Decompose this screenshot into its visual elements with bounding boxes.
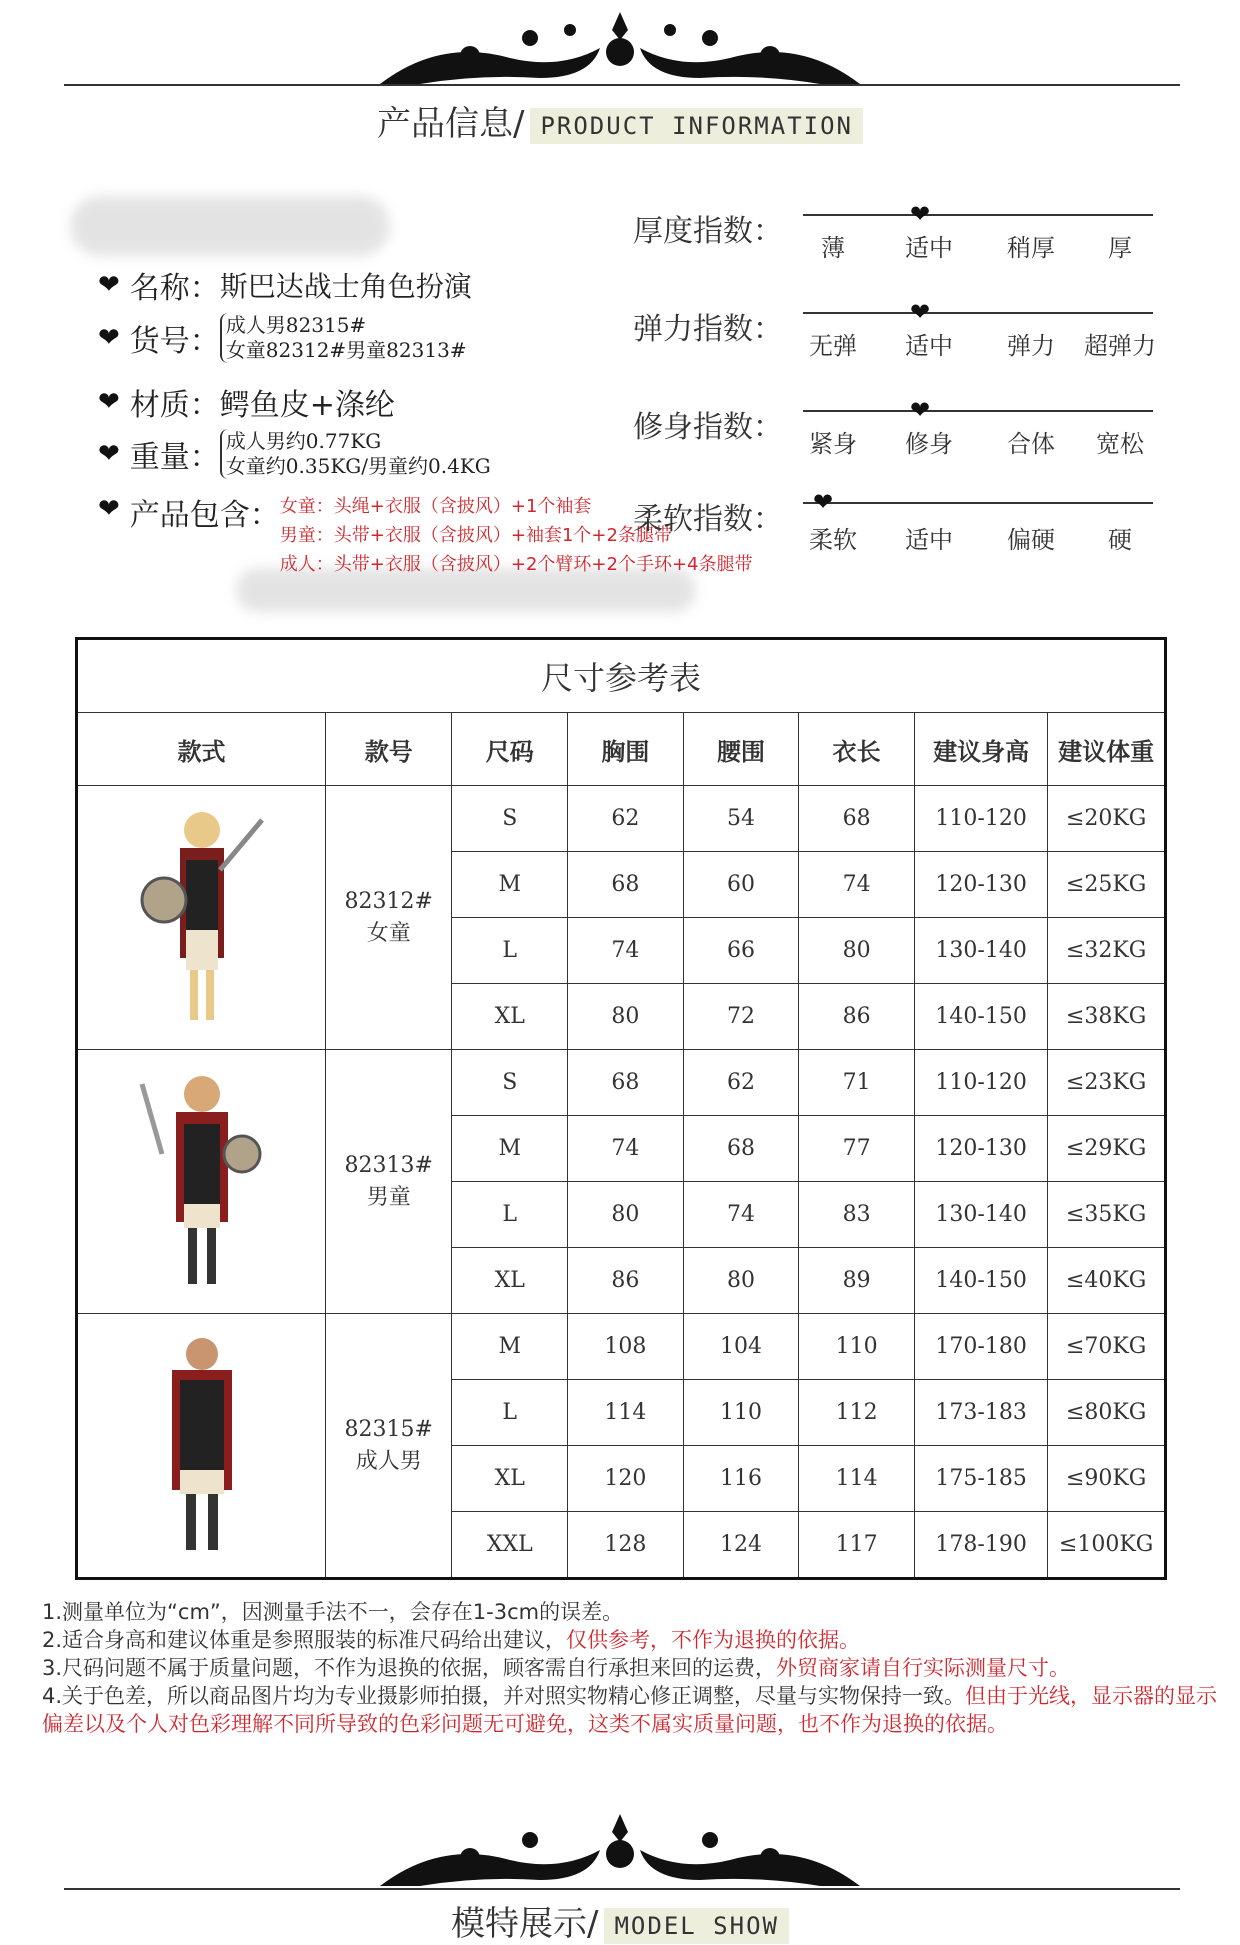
cell-height: 130-140 xyxy=(914,1182,1047,1248)
style-code-adult xyxy=(326,1314,452,1579)
cell-weight: ≤23KG xyxy=(1048,1050,1166,1116)
cell-length: 83 xyxy=(799,1182,915,1248)
product-image-adult xyxy=(77,1314,326,1579)
cell-waist: 116 xyxy=(683,1446,799,1512)
cell-height: 140-150 xyxy=(914,1248,1047,1314)
info-material: ❤ 材质 ： 鳄鱼皮+涤纶 xyxy=(98,380,395,424)
contents-line: 女童：头绳+衣服（含披风）+1个袖套 xyxy=(279,496,592,517)
note-item: 2.适合身高和建议体重是参照服装的标准尺码给出建议，仅供参考，不作为退换的依据。 xyxy=(42,1628,861,1652)
cell-weight: ≤32KG xyxy=(1048,918,1166,984)
cell-length: 110 xyxy=(799,1314,915,1380)
cell-waist: 110 xyxy=(683,1380,799,1446)
cell-chest: 120 xyxy=(568,1446,684,1512)
style-code-girl xyxy=(326,786,452,1050)
cell-height: 175-185 xyxy=(914,1446,1047,1512)
notes xyxy=(42,1598,1222,1738)
heart-icon: ❤ xyxy=(98,387,120,417)
index-option: 稍厚 xyxy=(1007,234,1055,262)
cell-weight: ≤20KG xyxy=(1048,786,1166,852)
section-title-product-info xyxy=(0,96,1240,145)
info-label: 名称 xyxy=(129,271,190,306)
table-row xyxy=(77,1314,1166,1380)
info-name: ❤ 名称 ： 斯巴达战士角色扮演 xyxy=(98,263,472,307)
product-image-girl xyxy=(77,786,326,1050)
cell-height: 110-120 xyxy=(914,786,1047,852)
cell-length: 71 xyxy=(799,1050,915,1116)
cell-weight: ≤90KG xyxy=(1048,1446,1166,1512)
cell-weight: ≤29KG xyxy=(1048,1116,1166,1182)
top-ornament xyxy=(360,8,880,86)
table-header: 尺码 xyxy=(452,713,568,786)
heart-marker-icon: ❤ xyxy=(813,488,834,516)
table-header: 衣长 xyxy=(799,713,915,786)
cell-chest: 74 xyxy=(568,1116,684,1182)
code-line: 女童82312#男童82313# xyxy=(225,338,467,362)
title-sep: / xyxy=(512,104,525,144)
cell-size: XL xyxy=(452,984,568,1050)
cell-waist: 80 xyxy=(683,1248,799,1314)
cell-length: 114 xyxy=(799,1446,915,1512)
style-type: 男童 xyxy=(366,1184,411,1210)
table-header-row xyxy=(77,713,1166,786)
table-caption: 尺寸参考表 xyxy=(77,639,1166,713)
cell-chest: 86 xyxy=(568,1248,684,1314)
title-cn: 产品信息 xyxy=(376,104,513,144)
product-image-boy xyxy=(77,1050,326,1314)
cell-waist: 104 xyxy=(683,1314,799,1380)
cell-waist: 68 xyxy=(683,1116,799,1182)
info-weight: ❤ 重量 ： 成人男约0.77KG 女童约0.35KG/男童约0.4KG xyxy=(98,429,491,478)
title-cn: 模特展示 xyxy=(451,1904,588,1944)
index-option: 适中 xyxy=(905,234,953,262)
index-option: 适中 xyxy=(905,526,953,554)
cell-length: 86 xyxy=(799,984,915,1050)
section-title-model-show xyxy=(0,1896,1240,1945)
style-code-boy xyxy=(326,1050,452,1314)
cell-weight: ≤80KG xyxy=(1048,1380,1166,1446)
cell-height: 173-183 xyxy=(914,1380,1047,1446)
index-label: 修身指数： xyxy=(633,410,783,445)
header-rule xyxy=(64,84,1180,86)
cell-waist: 66 xyxy=(683,918,799,984)
table-header: 建议身高 xyxy=(914,713,1047,786)
cell-chest: 80 xyxy=(568,984,684,1050)
cell-waist: 74 xyxy=(683,1182,799,1248)
cell-waist: 54 xyxy=(683,786,799,852)
index-line xyxy=(803,410,1153,412)
heart-marker-icon: ❤ xyxy=(910,200,931,228)
table-row xyxy=(77,786,1166,852)
index-option: 适中 xyxy=(905,332,953,360)
cell-length: 74 xyxy=(799,852,915,918)
cell-height: 130-140 xyxy=(914,918,1047,984)
cell-height: 140-150 xyxy=(914,984,1047,1050)
info-value: 鳄鱼皮+涤纶 xyxy=(219,388,395,423)
index-line xyxy=(803,312,1153,314)
cell-height: 120-130 xyxy=(914,852,1047,918)
cell-chest: 114 xyxy=(568,1380,684,1446)
info-label: 材质 xyxy=(129,388,190,423)
cell-weight: ≤25KG xyxy=(1048,852,1166,918)
size-table xyxy=(75,637,1167,1580)
cell-height: 110-120 xyxy=(914,1050,1047,1116)
cell-size: XL xyxy=(452,1446,568,1512)
heart-icon: ❤ xyxy=(98,494,120,524)
blurred-logo xyxy=(70,196,390,256)
index-option: 修身 xyxy=(905,430,953,458)
index-option: 弹力 xyxy=(1007,332,1055,360)
title-sep: / xyxy=(587,1904,599,1944)
cell-waist: 62 xyxy=(683,1050,799,1116)
table-header: 建议体重 xyxy=(1048,713,1166,786)
cell-chest: 80 xyxy=(568,1182,684,1248)
cell-chest: 68 xyxy=(568,1050,684,1116)
cell-chest: 68 xyxy=(568,852,684,918)
cell-length: 77 xyxy=(799,1116,915,1182)
table-row xyxy=(77,1050,1166,1116)
heart-marker-icon: ❤ xyxy=(910,396,931,424)
index-option: 紧身 xyxy=(809,430,857,458)
cell-waist: 72 xyxy=(683,984,799,1050)
table-header: 腰围 xyxy=(683,713,799,786)
heart-marker-icon: ❤ xyxy=(910,298,931,326)
cell-size: M xyxy=(452,1116,568,1182)
cell-size: M xyxy=(452,1314,568,1380)
cell-size: XL xyxy=(452,1248,568,1314)
cell-length: 112 xyxy=(799,1380,915,1446)
costume-boy-image xyxy=(102,1054,302,1304)
cell-height: 120-130 xyxy=(914,1116,1047,1182)
cell-size: L xyxy=(452,918,568,984)
info-value: 斯巴达战士角色扮演 xyxy=(219,270,472,303)
cell-length: 68 xyxy=(799,786,915,852)
index-option: 无弹 xyxy=(809,332,857,360)
code-line: 成人男82315# xyxy=(225,313,367,337)
code-list xyxy=(220,313,467,363)
cell-size: S xyxy=(452,786,568,852)
info-label: 重量 xyxy=(129,440,190,475)
cell-size: XXL xyxy=(452,1512,568,1579)
heart-icon: ❤ xyxy=(98,270,120,300)
info-code: ❤ 货号 ： 成人男82315# 女童82312#男童82313# xyxy=(98,313,467,362)
cell-length: 117 xyxy=(799,1512,915,1579)
cell-weight: ≤100KG xyxy=(1048,1512,1166,1579)
index-option: 厚 xyxy=(1108,234,1132,262)
note-item: 1.测量单位为“cm”，因测量手法不一，会存在1-3cm的误差。 xyxy=(42,1600,624,1624)
index-option: 偏硬 xyxy=(1007,526,1055,554)
cell-weight: ≤38KG xyxy=(1048,984,1166,1050)
style-type: 女童 xyxy=(366,920,411,946)
footer-rule xyxy=(64,1888,1180,1890)
table-header: 款号 xyxy=(326,713,452,786)
cell-length: 80 xyxy=(799,918,915,984)
info-contents: ❤ 产品包含 ： 女童：头绳+衣服（含披风）+1个袖套 男童：头带+衣服（含披风）+袖套1个+2条腿带 成人：头带+衣服（含披风）+2个臂环+2个手环+4条腿带 xyxy=(98,490,752,579)
info-label: 产品包含 xyxy=(129,498,250,533)
index-option: 薄 xyxy=(821,234,845,262)
heart-icon: ❤ xyxy=(98,439,120,469)
title-en: PRODUCT INFORMATION xyxy=(530,108,863,144)
cell-length: 89 xyxy=(799,1248,915,1314)
bottom-ornament xyxy=(360,1810,880,1888)
contents-line: 男童：头带+衣服（含披风）+袖套1个+2条腿带 xyxy=(279,525,672,546)
index-option: 宽松 xyxy=(1096,430,1144,458)
table-header: 胸围 xyxy=(568,713,684,786)
index-option: 合体 xyxy=(1007,430,1055,458)
cell-height: 170-180 xyxy=(914,1314,1047,1380)
weight-line: 成人男约0.77KG xyxy=(225,429,382,453)
index-option: 柔软 xyxy=(809,526,857,554)
note-item: 3.尺码问题不属于质量问题，不作为退换的依据，顾客需自行承担来回的运费，外贸商家请自行实际测量尺寸。 xyxy=(42,1656,1071,1680)
index-label: 厚度指数： xyxy=(633,214,783,249)
cell-chest: 128 xyxy=(568,1512,684,1579)
index-elasticity xyxy=(633,298,1163,368)
style-code: 82313# xyxy=(344,1152,433,1178)
index-label: 弹力指数： xyxy=(633,312,783,347)
costume-girl-image xyxy=(102,790,302,1040)
index-option: 超弹力 xyxy=(1084,332,1156,360)
cell-chest: 108 xyxy=(568,1314,684,1380)
cell-size: M xyxy=(452,852,568,918)
cell-chest: 74 xyxy=(568,918,684,984)
info-label: 货号 xyxy=(129,324,190,359)
index-option: 硬 xyxy=(1108,526,1132,554)
contents-line: 成人：头带+衣服（含披风）+2个臂环+2个手环+4条腿带 xyxy=(279,554,753,575)
cell-size: L xyxy=(452,1182,568,1248)
style-code: 82315# xyxy=(344,1416,433,1442)
weight-list xyxy=(220,429,491,479)
index-fit xyxy=(633,396,1163,466)
index-line xyxy=(803,502,1153,504)
cell-waist: 60 xyxy=(683,852,799,918)
cell-size: S xyxy=(452,1050,568,1116)
style-code: 82312# xyxy=(344,888,433,914)
style-type: 成人男 xyxy=(355,1448,422,1474)
index-line xyxy=(803,214,1153,216)
title-en: MODEL SHOW xyxy=(604,1908,789,1944)
cell-chest: 62 xyxy=(568,786,684,852)
costume-adult-image xyxy=(102,1318,302,1568)
cell-size: L xyxy=(452,1380,568,1446)
table-header: 款式 xyxy=(77,713,326,786)
index-label: 柔软指数： xyxy=(633,502,783,537)
cell-weight: ≤70KG xyxy=(1048,1314,1166,1380)
weight-line: 女童约0.35KG/男童约0.4KG xyxy=(225,454,491,478)
cell-height: 178-190 xyxy=(914,1512,1047,1579)
heart-icon: ❤ xyxy=(98,323,120,353)
note-item: 4.关于色差，所以商品图片均为专业摄影师拍摄，并对照实物精心修正调整，尽量与实物保持一致。但由于光线，显示器的显示偏差以及个人对色彩理解不同所导致的色彩问题无可避免，这类不属实质量问题，也不作为退换的依据。 xyxy=(42,1684,1218,1736)
cell-waist: 124 xyxy=(683,1512,799,1579)
index-softness xyxy=(633,490,1163,560)
index-thickness xyxy=(633,200,1163,270)
cell-weight: ≤35KG xyxy=(1048,1182,1166,1248)
cell-weight: ≤40KG xyxy=(1048,1248,1166,1314)
